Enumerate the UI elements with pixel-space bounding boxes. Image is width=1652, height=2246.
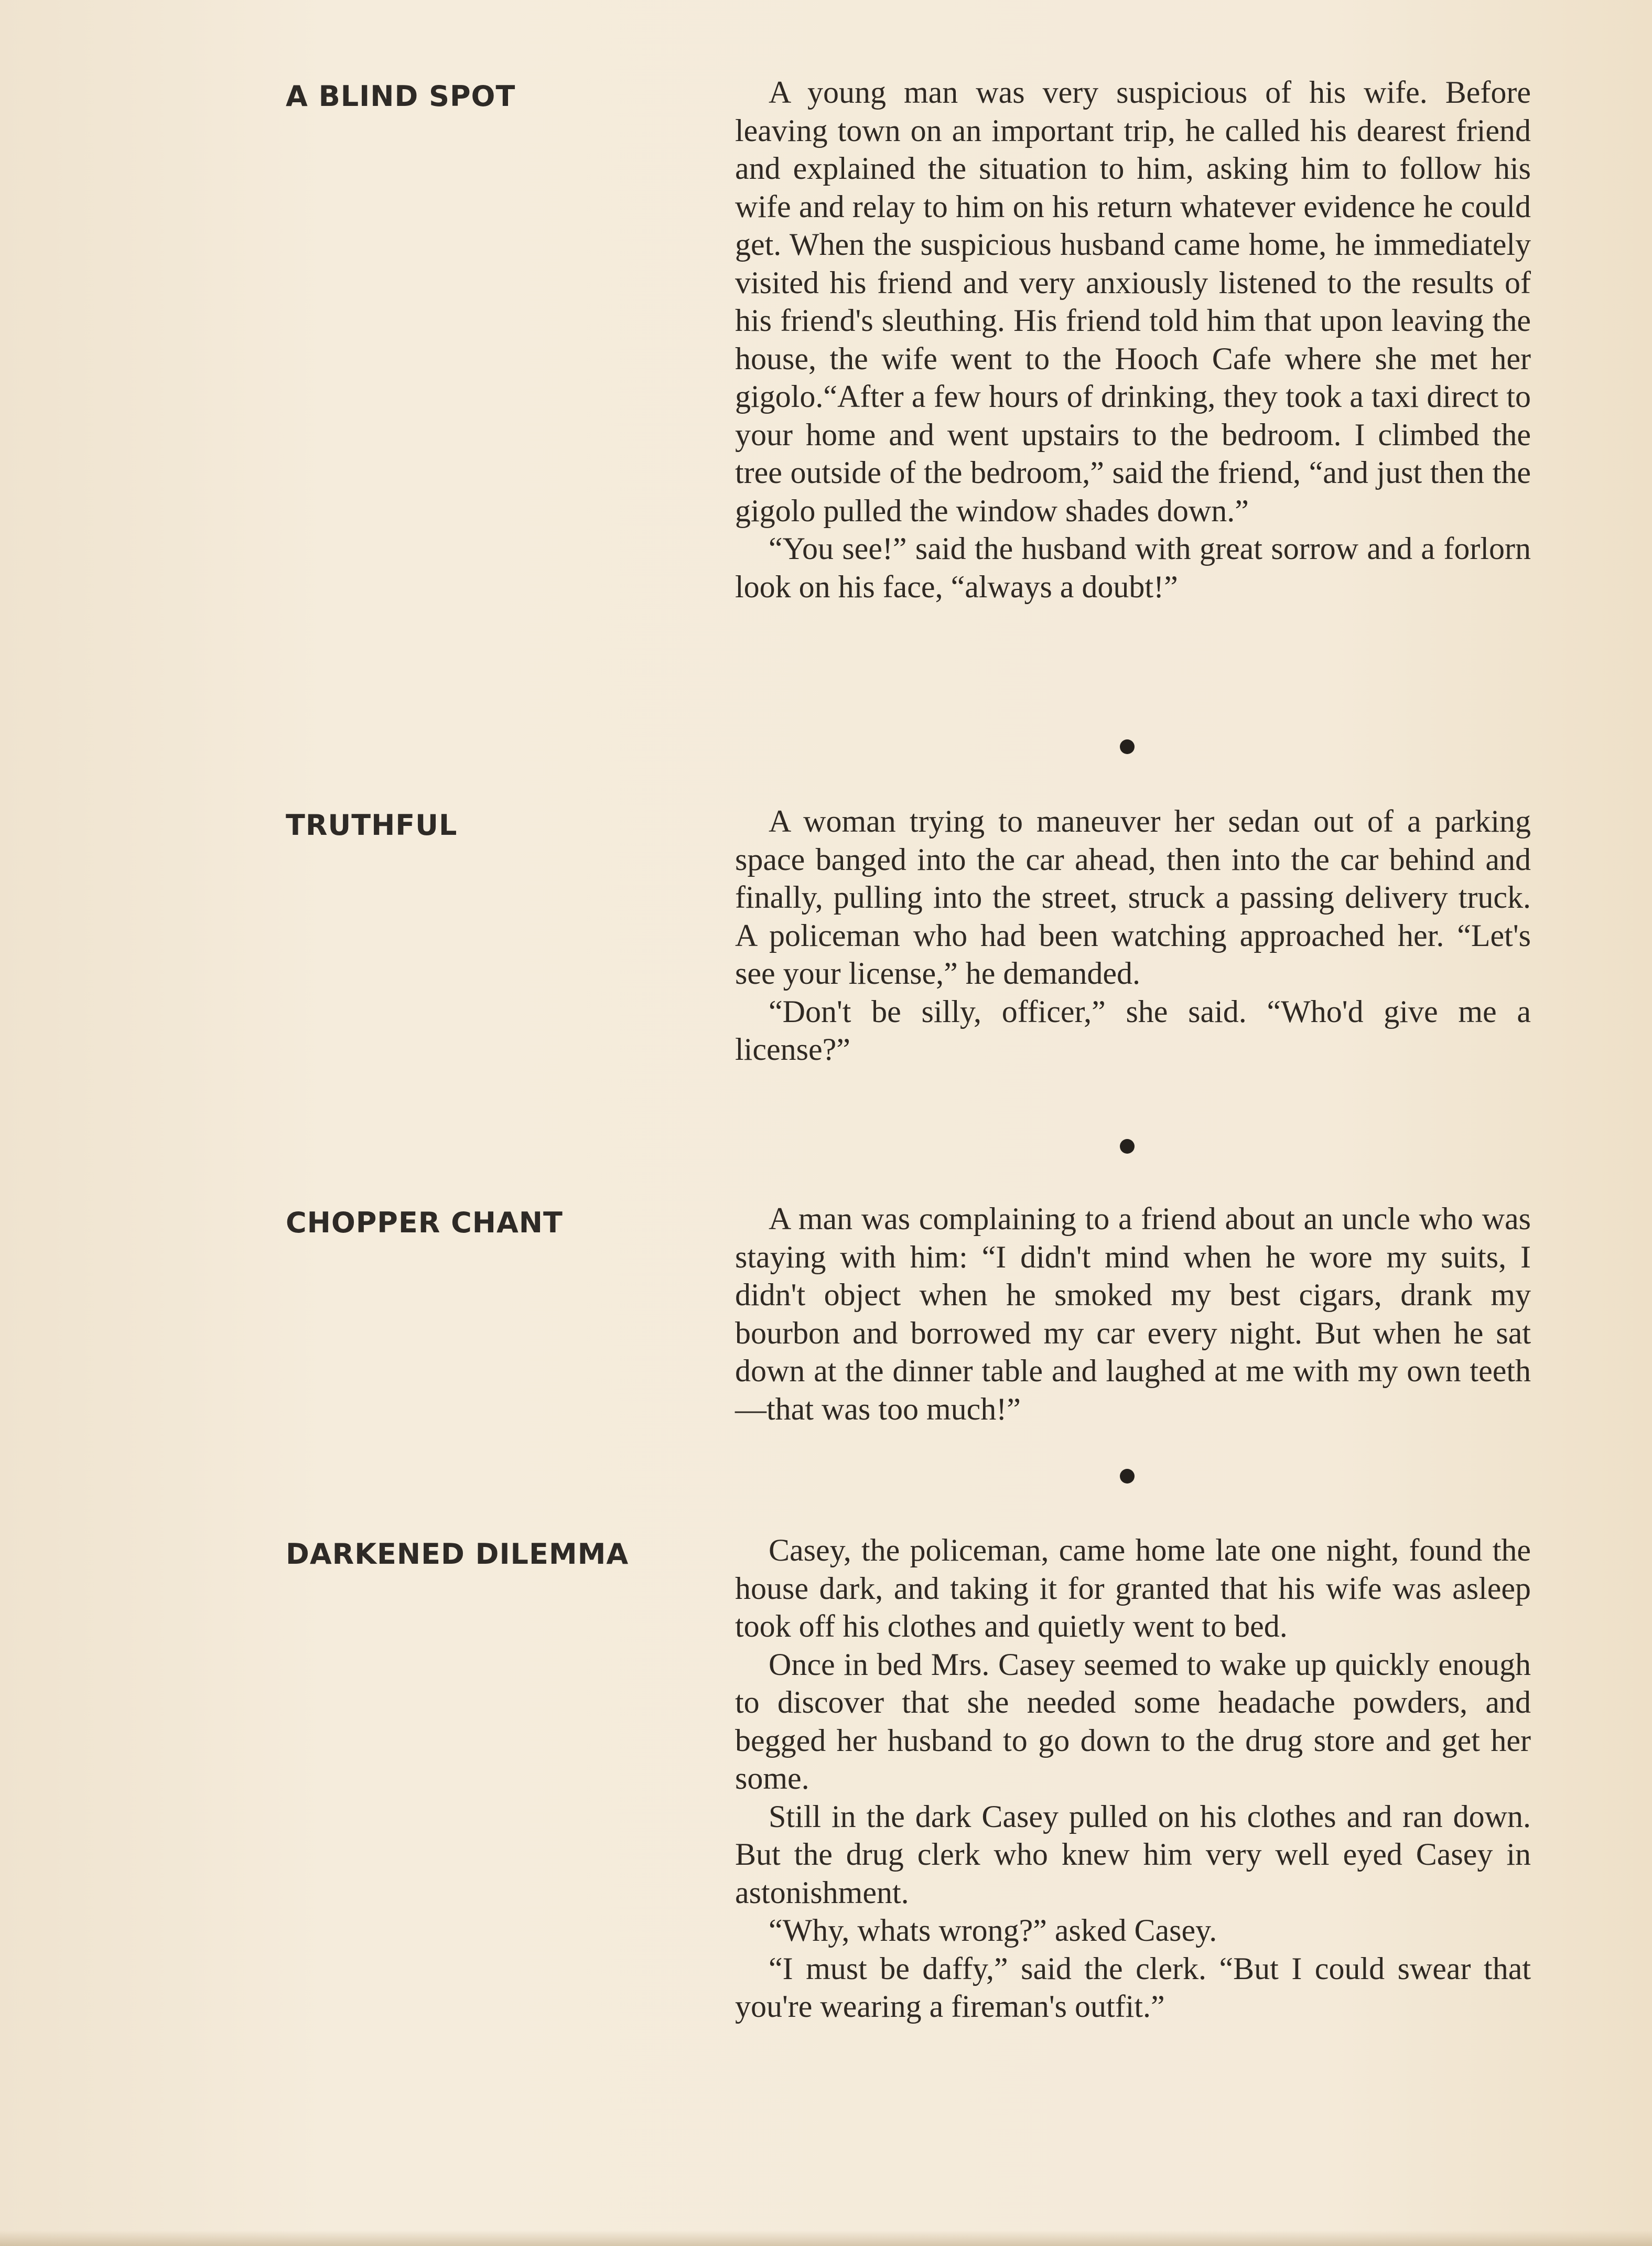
joke-title: DARKENED DILEMMA [286, 1538, 629, 1571]
joke-paragraph: “Why, whats wrong?” asked Casey. [769, 1913, 1217, 1948]
separator-dot [1120, 1469, 1135, 1484]
joke-body [735, 1200, 1531, 1428]
joke-paragraph: A woman trying to maneuver her sedan out of a parking space banged into the car ahead, then into the car behind and finally, pulling into the street, struck a passing delivery truck. A policeman who had been watching approached her. “Let's see your license,” he demanded. [735, 804, 1531, 991]
joke-paragraph: A man was complaining to a friend about an uncle who was staying with him: “I didn't mind when he wore my suits, I didn't object when he smoked my best cigars, drank my bourbon and borrowed my car every night. But when he sat down at the dinner table and laughed at me with my own teeth—that was too much!” [735, 1201, 1531, 1426]
joke-body [735, 1531, 1531, 2026]
joke-paragraph: “I must be daffy,” said the clerk. “But I could swear that you're wearing a fireman's outfit.” [735, 1951, 1531, 2024]
joke-paragraph: “Don't be silly, officer,” she said. “Who'd give me a license?” [735, 994, 1531, 1067]
joke-body [735, 73, 1531, 606]
joke-title: TRUTHFUL [286, 809, 458, 842]
joke-paragraph: Still in the dark Casey pulled on his clothes and ran down. But the drug clerk who knew him very well eyed Casey in astonishment. [735, 1799, 1531, 1910]
page-edge-shadow [0, 2230, 1652, 2246]
joke-title: CHOPPER CHANT [286, 1206, 563, 1239]
joke-title: A BLIND SPOT [286, 80, 516, 113]
joke-paragraph: Once in bed Mrs. Casey seemed to wake up quickly enough to discover that she needed some headache powders, and begged her husband to go down to the drug store and get her some. [735, 1647, 1531, 1796]
joke-paragraph: “You see!” said the husband with great sorrow and a forlorn look on his face, “always a doubt!” [735, 531, 1531, 604]
joke-paragraph: A young man was very suspicious of his wife. Before leaving town on an important trip, he called his dearest friend and explained the situation to him, asking him to follow his wife and relay to him on his return whatever evidence he could get. When the suspicious husband came home, he immediately visited his friend and very anxiously listened to the results of his friend's sleuthing. His friend told him that upon leaving the house, the wife went to the Hooch Cafe where she met her gigolo.“After a few hours of drinking, they took a taxi direct to your home and went upstairs to the bedroom. I climbed the tree outside of the bedroom,” said the friend, “and just then the gigolo pulled the window shades down.” [735, 75, 1531, 528]
joke-body [735, 802, 1531, 1069]
separator-dot [1120, 1139, 1135, 1154]
joke-paragraph: Casey, the policeman, came home late one night, found the house dark, and taking it for granted that his wife was asleep took off his clothes and quietly went to bed. [735, 1533, 1531, 1643]
separator-dot [1120, 739, 1135, 754]
